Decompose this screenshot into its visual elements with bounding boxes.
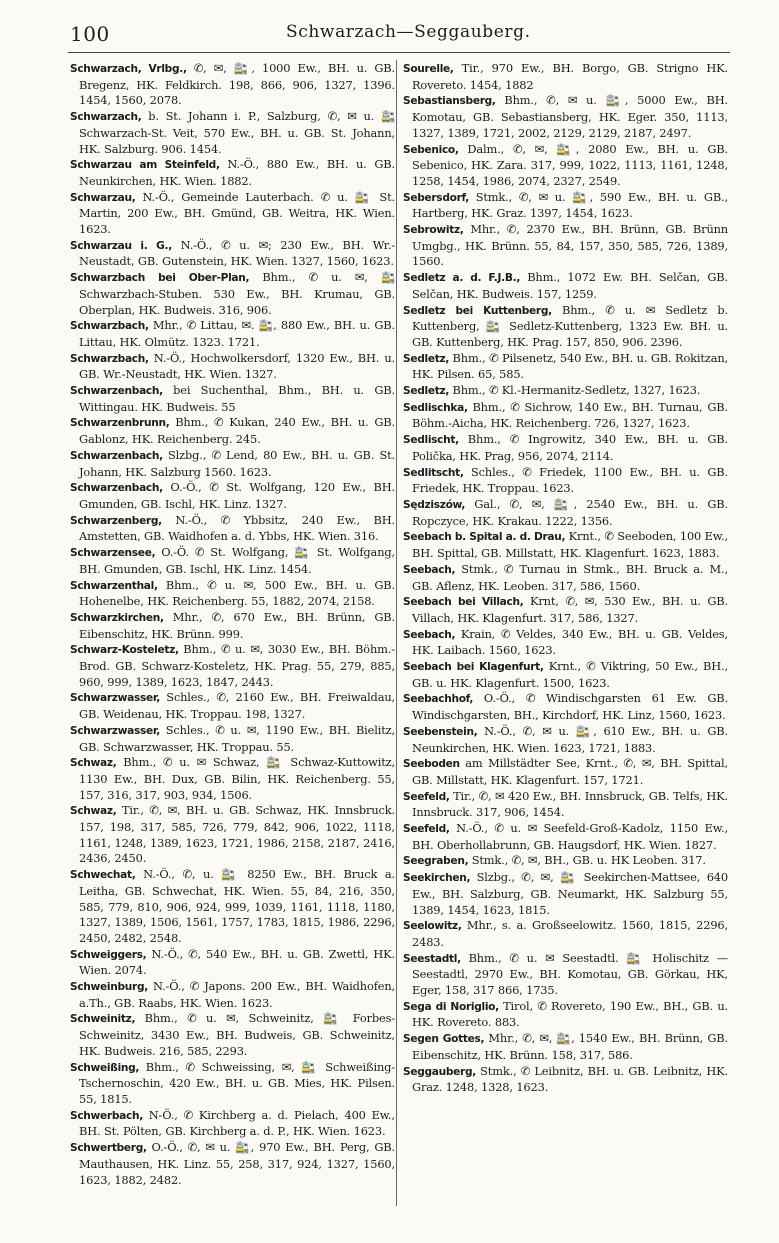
entry-headword: Seebach b. Spital a. d. Drau,: [403, 531, 569, 544]
gazetteer-entry: [403, 465, 728, 497]
entry-text: N-Ö., ✆ Kirchberg a. d. Pielach, 400 Ew., BH. St. Pölten, GB. Kirchberg a. d. P., HK. Wien. 1623.: [79, 1107, 395, 1139]
entry-headword: Schweißing,: [70, 1061, 146, 1074]
gazetteer-entry: [403, 691, 728, 723]
entry-headword: Seeboden: [403, 758, 466, 771]
gazetteer-entry: [403, 724, 728, 756]
entry-headword: Schwarzau am Steinfeld,: [70, 159, 228, 172]
entry-headword: Schweiggers,: [70, 948, 152, 961]
entry-text: Bhm., ✆ Ingrowitz, 340 Ew., BH. u. GB. Polička, HK. Prag, 956, 2074, 2114.: [412, 432, 728, 463]
entry-text: Bhm., ✆, ✉ u. 🚉, 5000 Ew., BH. Komotau, GB. Sebastiansberg, HK. Eger. 350, 1113, 1327, 1389, 1721, 2002, 2129, 2129, 2187, 2497.: [412, 93, 728, 140]
entry-text: Bhm., ✆ u. ✉, 🚉 Schwarzbach-Stuben. 530 Ew., BH. Krumau, GB. Oberplan, HK. Budweis. 316, 906.: [79, 270, 395, 317]
entry-headword: Schwaz,: [70, 805, 122, 818]
entry-headword: Schwarzach,: [70, 111, 149, 124]
entry-text: Gal., ✆, ✉, 🚉, 2540 Ew., BH. u. GB. Ropczyce, HK. Krakau. 1222, 1356.: [412, 496, 728, 528]
entry-text: Tir., ✆, ✉ 420 Ew., BH. Innsbruck, GB. Telfs, HK. Innsbruck. 317, 906, 1454.: [412, 788, 728, 820]
entry-headword: Seegraben,: [403, 855, 472, 868]
entry-text: Schles., ✆ Friedek, 1100 Ew., BH. u. GB. Friedek, HK. Troppau. 1623.: [412, 464, 728, 496]
gazetteer-entry: [70, 755, 395, 803]
gazetteer-entry: [70, 1011, 395, 1059]
entry-headword: Schwarzwasser,: [70, 724, 166, 737]
entry-headword: Schwarz-Kosteletz,: [70, 644, 184, 657]
gazetteer-entry: [403, 1031, 728, 1063]
gazetteer-entry: [403, 659, 728, 691]
gazetteer-entry: [70, 578, 395, 610]
gazetteer-entry: [70, 383, 395, 415]
entry-headword: Schwertberg,: [70, 1142, 152, 1155]
entry-headword: Schwarzkirchen,: [70, 611, 173, 624]
gazetteer-entry: [70, 190, 395, 238]
entry-text: Krnt., ✆ Viktring, 50 Ew., BH., GB. u. HK. Klagenfurt. 1500, 1623.: [412, 659, 728, 690]
entry-text: Bhm., ✆ Kukan, 240 Ew., BH. u. GB. Gablonz, HK. Reichenberg. 245.: [79, 415, 395, 447]
gazetteer-entry: [403, 627, 728, 659]
entry-headword: Schwechat,: [70, 869, 144, 882]
entry-text: N.-Ö., ✆ u. ✉ Seefeld-Groß-Kadolz, 1150 Ew., BH. Oberhollabrunn, GB. Haugsdorf, HK. Wien. 1827.: [412, 821, 728, 852]
entry-headword: Schwarzbach,: [70, 352, 154, 365]
entry-text: Mhr., s. a. Großseelowitz. 1560, 1815, 2296, 2483.: [412, 918, 728, 949]
entry-text: N.-Ö., ✆ Japons. 200 Ew., BH. Waidhofen, a.Th., GB. Raabs, HK. Wien. 1623.: [79, 979, 396, 1010]
entry-headword: Schwarzenbach,: [70, 482, 171, 495]
gazetteer-entry: [403, 1064, 728, 1096]
entry-headword: Sourelle,: [403, 63, 462, 75]
entry-headword: Sebrowitz,: [403, 224, 471, 237]
entry-text: N.-Ö., ✆ Ybbsitz, 240 Ew., BH. Amstetten, GB. Waidhofen a. d. Ybbs, HK. Wien. 316.: [79, 512, 395, 544]
entry-headword: Schwarzensee,: [70, 547, 162, 560]
gazetteer-entry: [403, 351, 728, 383]
entry-text: Bhm., ✆ Sichrow, 140 Ew., BH. Turnau, GB. Böhm.-Aicha, HK. Reichenberg. 726, 1327, 1623.: [412, 399, 728, 431]
entry-text: Slzbg., ✆ Lend, 80 Ew., BH. u. GB. St. Johann, HK. Salzburg 1560. 1623.: [79, 447, 395, 479]
gazetteer-entry: [70, 61, 395, 109]
gazetteer-entry: [70, 867, 395, 947]
gazetteer-entry: [70, 351, 395, 383]
entry-headword: Seestadtl,: [403, 952, 469, 965]
gazetteer-entry: [403, 497, 728, 529]
entry-text: Bhm., 1072 Ew. BH. Selčan, GB. Selčan, HK. Budweis. 157, 1259.: [412, 270, 728, 301]
gazetteer-entry: [70, 157, 395, 189]
entry-headword: Schwarzbach bei Ober-Plan,: [70, 272, 263, 285]
entry-text: O.-Ö., ✆ St. Wolfgang, 120 Ew., BH. Gmunden, GB. Ischl, HK. Linz. 1327.: [79, 480, 395, 511]
entry-headword: Schwarzbach,: [70, 320, 153, 333]
page-number: 100: [70, 22, 110, 46]
entry-text: Bhm., ✆ u. ✉, Schweinitz, 🚉 Forbes-Schweinitz, 3430 Ew., BH. Budweis, GB. Schweinitz, HK. Budweis. 216, 585, 2293.: [79, 1011, 395, 1058]
entry-text: Krnt., ✆ Seeboden, 100 Ew., BH. Spittal, GB. Millstatt, HK. Klagenfurt. 1623, 1883.: [412, 529, 728, 561]
entry-text: Dalm., ✆, ✉, 🚉, 2080 Ew., BH. u. GB. Sebenico, HK. Zara. 317, 999, 1022, 1113, 1161, 1248, 1258, 1454, 1986, 2074, 2327, 2549.: [412, 141, 728, 188]
entry-headword: Sedletz bei Kuttenberg,: [403, 304, 563, 317]
entry-headword: Sedletz a. d. F.J.B.,: [403, 272, 528, 285]
entry-headword: Seebach,: [403, 628, 461, 641]
entry-headword: Schweinburg,: [70, 981, 153, 994]
entry-headword: Seebenstein,: [403, 725, 485, 738]
entry-text: Mhr., ✆ Littau, ✉. 🚉, 880 Ew., BH. u. GB. Littau, HK. Olmütz. 1323. 1721.: [79, 318, 395, 349]
entry-headword: Schwarzau,: [70, 191, 143, 204]
entry-text: Stmk., ✆ Turnau in Stmk., BH. Bruck a. M., GB. Aflenz, HK. Leoben. 317, 586, 1560.: [412, 561, 728, 593]
entry-text: Mhr., ✆, 670 Ew., BH. Brünn, GB. Eibenschitz, HK. Brünn. 999.: [79, 609, 396, 641]
entry-text: b. St. Johann i. P., Salzburg, ✆, ✉ u. 🚉 Schwarzach-St. Veit, 570 Ew., BH. u. GB. St. Johann, HK. Salzburg. 906. 1454.: [79, 109, 395, 156]
entry-text: Bhm., ✆ u. ✉, 500 Ew., BH. u. GB. Hohenelbe, HK. Reichenberg. 55, 1882, 2074, 2158.: [79, 577, 395, 609]
entry-headword: Sedlischt,: [403, 434, 468, 447]
entry-headword: Seefeld,: [403, 823, 457, 836]
gazetteer-entry: [70, 610, 395, 642]
entry-text: Mhr., ✆, ✉, 🚉, 1540 Ew., BH. Brünn, GB. Eibenschitz, HK. Brünn. 158, 317, 586.: [412, 1031, 728, 1062]
entry-text: Bhm., ✆ Pilsenetz, 540 Ew., BH. u. GB. Rokitzan, HK. Pilsen. 65, 585.: [412, 350, 728, 382]
header-rule: [68, 52, 730, 53]
gazetteer-entry: [70, 109, 395, 157]
entry-headword: Sebastiansberg,: [403, 95, 505, 108]
entry-text: Tirol, ✆ Rovereto, 190 Ew., BH., GB. u. HK. Rovereto. 883.: [412, 998, 728, 1030]
entry-text: N.-Ö., ✆, u. 🚉 8250 Ew., BH. Bruck a. Leitha, GB. Schwechat, HK. Wien. 55, 84, 216, 350, 585, 779, 810, 906, 924, 999, 1039, 1161, 1118, 1180, 1327, 1389, 1506, 1561, 1757, 1783, 1815, 1986, 2296, 2450, 2482, 2548.: [79, 867, 395, 945]
entry-text: Tir., 970 Ew., BH. Borgo, GB. Strigno HK. Rovereto. 1454, 1882: [412, 61, 728, 92]
entry-headword: Sedletz,: [403, 352, 453, 365]
entry-text: Bhm., ✆ Schweissing, ✉, 🚉 Schweißing-Tschernoschin, 420 Ew., BH. u. GB. Mies, HK. Pilsen. 55, 1815.: [79, 1059, 395, 1106]
entry-headword: Sedlitscht,: [403, 466, 472, 479]
gazetteer-entry: [403, 870, 728, 918]
entry-text: O.-Ö., ✆ Windischgarsten 61 Ew. GB. Windischgarsten, BH., Kirchdorf, HK. Linz, 1560, 1623.: [412, 691, 728, 723]
entry-headword: Seebach,: [403, 563, 462, 576]
gazetteer-entry: [403, 821, 728, 853]
gazetteer-entry: [70, 979, 395, 1011]
entry-text: Slzbg., ✆, ✉, 🚉 Seekirchen-Mattsee, 640 Ew., BH. Salzburg, GB. Neumarkt, HK. Salzburg 55, 1389, 1454, 1623, 1815.: [412, 870, 728, 917]
gazetteer-entry: [70, 513, 395, 545]
gazetteer-entry: [70, 270, 395, 318]
gazetteer-entry: [70, 1140, 395, 1188]
entry-headword: Sebenico,: [403, 143, 468, 156]
entry-text: Stmk., ✆, ✉ u. 🚉, 590 Ew., BH. u. GB., Hartberg, HK. Graz. 1397, 1454, 1623.: [412, 189, 728, 221]
gazetteer-entry: [403, 562, 728, 594]
entry-headword: Sega di Noriglio,: [403, 1000, 504, 1013]
entry-headword: Sedletz,: [403, 385, 453, 398]
entry-headword: Seekirchen,: [403, 872, 477, 885]
gazetteer-entry: [403, 951, 728, 999]
left-column: [70, 61, 395, 1188]
entry-headword: Sędziszów,: [403, 498, 475, 511]
entry-text: ✆, ✉, 🚉, 1000 Ew., BH. u. GB. Bregenz, HK. Feldkirch. 198, 866, 906, 1327, 1396. 1454, 1560, 2078.: [79, 61, 396, 108]
entry-headword: Seelowitz,: [403, 920, 467, 933]
entry-text: N.-Ö., ✆, 540 Ew., BH. u. GB. Zwettl, HK. Wien. 2074.: [79, 946, 396, 978]
gazetteer-entry: [403, 303, 728, 351]
entry-text: am Millstädter See, Krnt., ✆, ✉, BH. Spittal, GB. Millstatt, HK. Klagenfurt. 157, 1721.: [412, 756, 728, 787]
entry-text: N.-Ö., ✆ u. ✉; 230 Ew., BH. Wr.-Neustadt, GB. Gutenstein, HK. Wien. 1327, 1560, 1623.: [79, 237, 395, 269]
entry-headword: Seebachhof,: [403, 693, 484, 706]
gazetteer-entry: [70, 1060, 395, 1108]
gazetteer-entry: [70, 318, 395, 350]
entry-text: Schles., ✆ u. ✉, 1190 Ew., BH. Bielitz, GB. Schwarzwasser, HK. Troppau. 55.: [79, 722, 395, 754]
entry-text: N.-Ö., Hochwolkersdorf, 1320 Ew., BH. u. GB. Wr.-Neustadt, HK. Wien. 1327.: [79, 350, 395, 382]
entry-text: Bhm., ✆ u. ✉, 3030 Ew., BH. Böhm.-Brod. GB. Schwarz-Kosteletz, HK. Prag. 55, 279, 885, 960, 999, 1389, 1623, 1847, 2443.: [79, 642, 395, 689]
entry-headword: Schwerbach,: [70, 1109, 149, 1122]
entry-headword: Schwarzenbach,: [70, 449, 169, 462]
entry-headword: Seebach bei Villach,: [403, 596, 530, 609]
entry-text: Krnt, ✆, ✉, 530 Ew., BH. u. GB. Villach, HK. Klagenfurt. 317, 586, 1327.: [412, 594, 728, 625]
gazetteer-entry: [403, 918, 728, 950]
entry-headword: Schwarzenthal,: [70, 579, 166, 592]
entry-headword: Schwarzau i. G.,: [70, 239, 181, 252]
gazetteer-entry: [70, 448, 395, 480]
gazetteer-entry: [70, 723, 395, 755]
entry-headword: Schwarzenbrunn,: [70, 417, 176, 430]
entry-headword: Schwarzwasser,: [70, 692, 167, 705]
right-column: [403, 61, 728, 1096]
gazetteer-entry: [70, 415, 395, 447]
gazetteer-entry: [403, 529, 728, 561]
gazetteer-entry: [403, 190, 728, 222]
entry-text: Bhm., ✆ u. ✉ Seestadtl. 🚉 Holischitz — Seestadtl, 2970 Ew., BH. Komotau, GB. Görkau, HK, Eger, 158, 317 866, 1735.: [412, 950, 728, 998]
entry-headword: Schweinitz,: [70, 1013, 145, 1026]
gazetteer-entry: [403, 999, 728, 1031]
entry-headword: Seggauberg,: [403, 1065, 481, 1078]
gazetteer-entry: [403, 594, 728, 626]
entry-text: Bhm., ✆ Kl.-Hermanitz-Sedletz, 1327, 1623.: [452, 383, 701, 398]
gazetteer-entry: [70, 480, 395, 512]
column-divider: [396, 60, 397, 1206]
entry-text: Mhr., ✆, 2370 Ew., BH. Brünn, GB. Brünn Umgbg., HK. Brünn. 55, 84, 157, 350, 585, 726, 1389, 1560.: [412, 222, 728, 269]
gazetteer-entry: [70, 545, 395, 577]
entry-headword: Seebach bei Klagenfurt,: [403, 661, 549, 674]
entry-text: N.-Ö., 880 Ew., BH. u. GB. Neunkirchen, HK. Wien. 1882.: [79, 157, 395, 188]
gazetteer-entry: [403, 142, 728, 190]
gazetteer-entry: [70, 803, 395, 867]
gazetteer-entry: [70, 642, 395, 690]
entry-text: Stmk., ✆ Leibnitz, BH. u. GB. Leibnitz, HK. Graz. 1248, 1328, 1623.: [412, 1063, 728, 1095]
entry-headword: Sebersdorf,: [403, 191, 476, 204]
gazetteer-entry: [403, 93, 728, 141]
running-head: Schwarzach—Seggauberg.: [286, 22, 531, 42]
entry-headword: Segen Gottes,: [403, 1033, 489, 1046]
gazetteer-entry: [70, 1108, 395, 1140]
entry-headword: Sedlischka,: [403, 401, 473, 414]
gazetteer-entry: [403, 270, 728, 302]
gazetteer-entry: [70, 238, 395, 270]
gazetteer-entry: [403, 222, 728, 270]
entry-headword: Schwarzenbach,: [70, 385, 174, 398]
entry-text: N.-Ö., ✆, ✉ u. 🚉, 610 Ew., BH. u. GB. Neunkirchen, HK. Wien. 1623, 1721, 1883.: [412, 723, 728, 755]
gazetteer-entry: [403, 432, 728, 464]
entry-text: N.-Ö., Gemeinde Lauterbach. ✆ u. 🚉 St. Martin, 200 Ew., BH. Gmünd, GB. Weitra, HK. Wien. 1623.: [79, 189, 395, 237]
gazetteer-entry: [403, 61, 728, 93]
gazetteer-entry: [403, 383, 728, 400]
gazetteer-entry: [403, 756, 728, 788]
entry-text: Tir., ✆, ✉, BH. u. GB. Schwaz, HK. Innsbruck. 157, 198, 317, 585, 726, 779, 842, 906, 1022, 1118, 1161, 1248, 1389, 1623, 1721, 1986, 2158, 2187, 2416, 2436, 2450.: [79, 803, 395, 866]
gazetteer-entry: [70, 947, 395, 979]
entry-text: bei Suchenthal, Bhm., BH. u. GB. Wittingau. HK. Budweis. 55: [79, 383, 395, 414]
entry-headword: Seefeld,: [403, 790, 454, 803]
entry-headword: Schwarzenberg,: [70, 514, 176, 527]
gazetteer-entry: [70, 690, 395, 722]
entry-text: Krain, ✆ Veldes, 340 Ew., BH. u. GB. Veldes, HK. Laibach. 1560, 1623.: [412, 626, 728, 658]
gazetteer-entry: [403, 789, 728, 821]
gazetteer-entry: [403, 853, 728, 870]
entry-text: O.-Ö. ✆ St. Wolfgang, 🚉 St. Wolfgang, BH. Gmunden, GB. Ischl, HK. Linz. 1454.: [79, 545, 395, 576]
gazetteer-entry: [403, 400, 728, 432]
entry-text: O.-Ö., ✆, ✉ u. 🚉, 970 Ew., BH. Perg, GB. Mauthausen, HK. Linz. 55, 258, 317, 924, 1327, 1560, 1623, 1882, 2482.: [79, 1140, 395, 1187]
entry-text: Schles., ✆, 2160 Ew., BH. Freiwaldau, GB. Weidenau, HK. Troppau. 198, 1327.: [79, 690, 395, 722]
entry-text: Stmk., ✆, ✉, BH., GB. u. HK Leoben. 317.: [471, 853, 706, 868]
entry-headword: Schwaz,: [70, 757, 124, 770]
entry-text: Bhm., ✆ u. ✉ Schwaz, 🚉 Schwaz-Kuttowitz, 1130 Ew., BH. Dux, GB. Bilin, HK. Reichenberg. 55, 157, 316, 317, 903, 934, 1506.: [79, 755, 395, 802]
entry-headword: Schwarzach, Vrlbg.,: [70, 63, 194, 75]
entry-text: Bhm., ✆ u. ✉ Sedletz b. Kuttenberg, 🚉 Sedletz-Kuttenberg, 1323 Ew. BH. u. GB. Kuttenberg, HK. Prag. 157, 850, 906. 2396.: [412, 302, 728, 349]
